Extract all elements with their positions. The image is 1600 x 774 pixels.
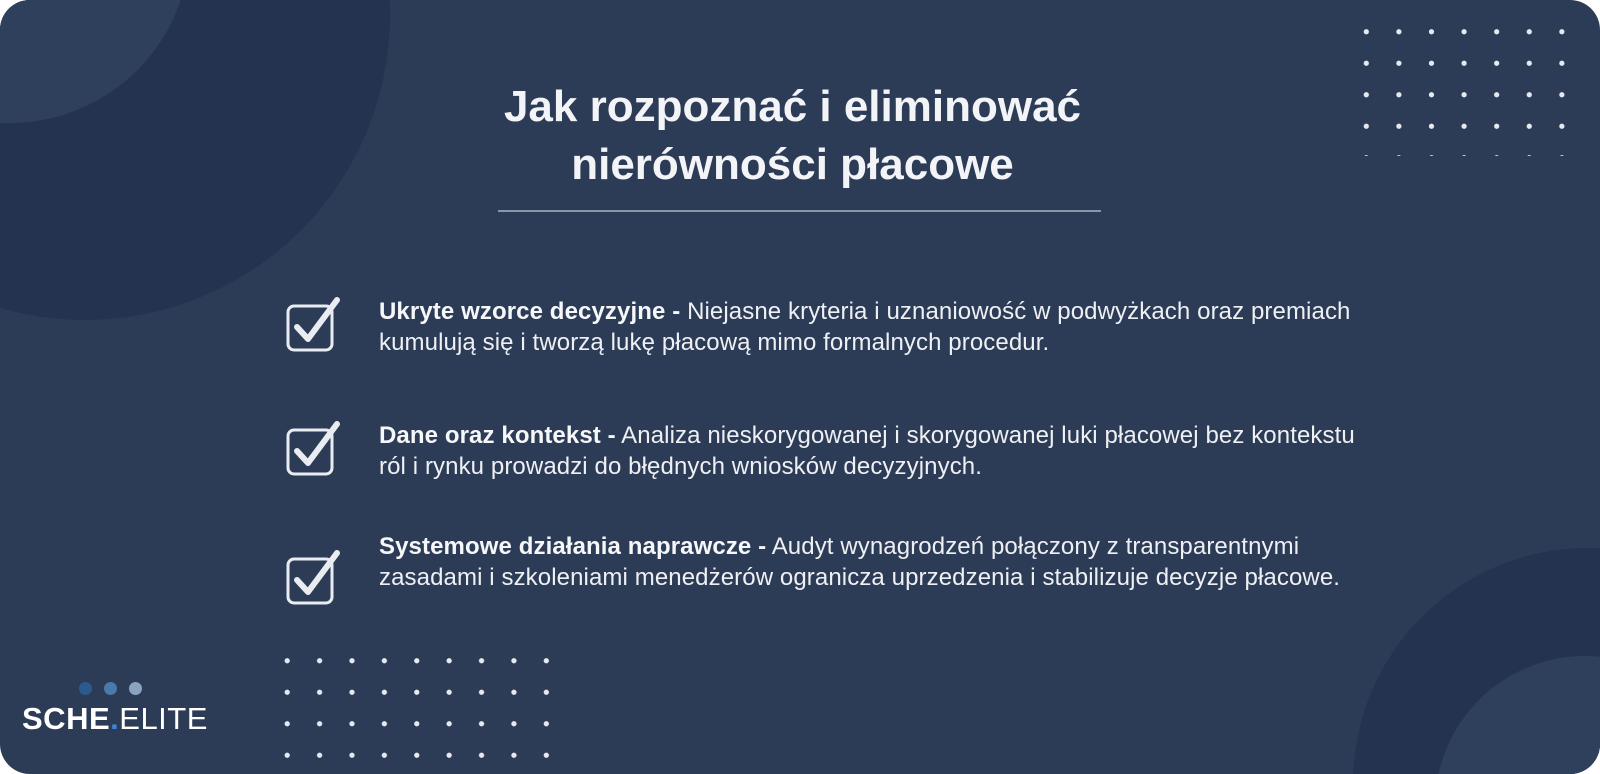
list-item-heading: Systemowe działania naprawcze -	[379, 533, 767, 560]
list-item	[285, 531, 1385, 607]
list-item	[285, 420, 1385, 482]
list-item-text	[379, 296, 1385, 358]
checkbox-check-icon	[285, 296, 343, 354]
dot-pattern-bottom-left	[271, 645, 576, 765]
logo-wordmark	[22, 701, 208, 737]
list-item-heading: Ukryte wzorce decyzyjne -	[379, 298, 681, 325]
title-divider	[498, 210, 1101, 212]
list-item	[285, 296, 1385, 358]
brand-logo	[22, 682, 208, 737]
checkbox-check-icon	[285, 549, 343, 607]
list-item-body: Analiza nieskorygowanej i skorygowanej luki płacowej bez kontekstu ról i rynku prowadzi do błędnych wniosków decyzyjnych.	[379, 422, 1355, 480]
list-item-body: Niejasne kryteria i uznaniowość w podwyżkach oraz premiach kumulują się i tworzą lukę płacową mimo formalnych procedur.	[379, 298, 1351, 356]
list-item-text	[379, 420, 1385, 482]
logo-part-1: SCHE	[22, 701, 111, 736]
logo-separator: .	[110, 701, 120, 736]
logo-dot	[79, 682, 92, 695]
page-title	[400, 78, 1185, 194]
list-item-text	[379, 531, 1385, 593]
dot-pattern-top-right	[1350, 16, 1570, 156]
logo-part-2: ELITE	[119, 701, 208, 736]
title-line-2: nierówności płacowe	[571, 140, 1014, 189]
logo-dot	[129, 682, 142, 695]
list-item-body: Audyt wynagrodzeń połączony z transparentnymi zasadami i szkoleniami menedżerów ogranicza uprzedzenia i stabilizuje decyzje płacowe.	[379, 533, 1341, 591]
title-line-1: Jak rozpoznać i eliminować	[503, 82, 1082, 131]
logo-dot	[104, 682, 117, 695]
checkbox-check-icon	[285, 420, 343, 478]
logo-dots	[79, 682, 208, 695]
list-item-heading: Dane oraz kontekst -	[379, 422, 616, 449]
